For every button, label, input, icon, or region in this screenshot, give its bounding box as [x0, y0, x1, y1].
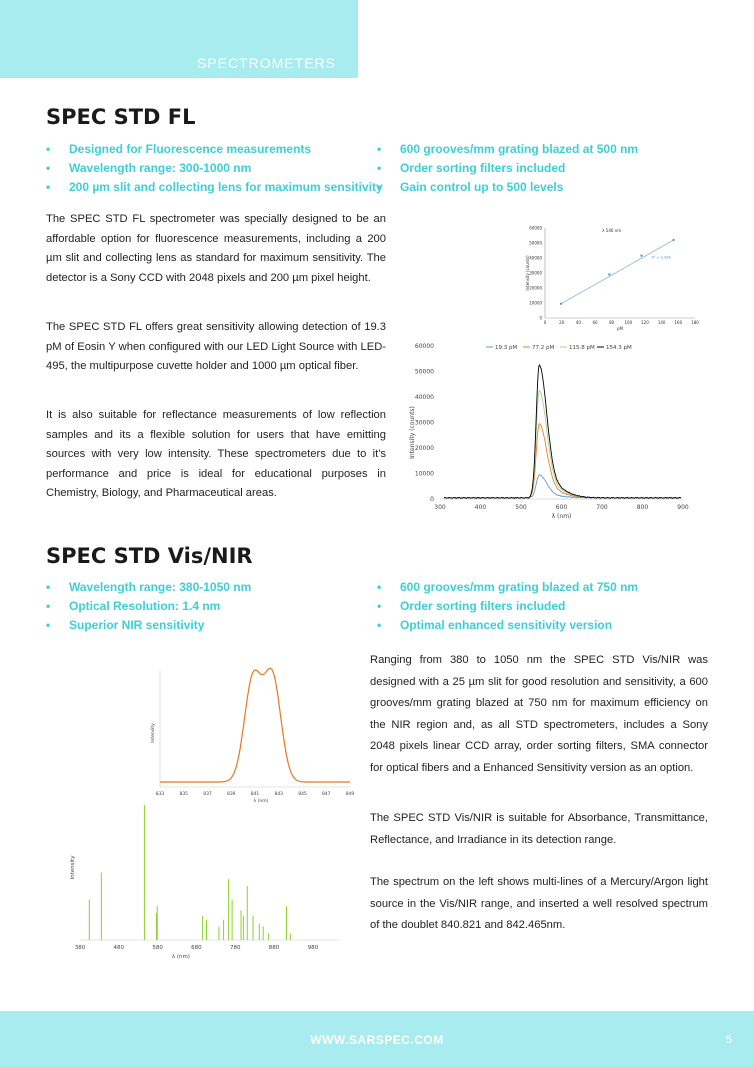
y-axis-label: Intensity (counts)	[409, 406, 416, 459]
x-tick-label: 120	[641, 320, 649, 325]
r-squared-label: R² = 0.998	[651, 255, 671, 260]
y-tick-label: 20000	[414, 445, 434, 452]
x-tick-label: 600	[555, 504, 568, 511]
x-tick-label: 180	[691, 320, 699, 325]
y-tick-label: 40000	[414, 394, 434, 401]
spectrum-line	[444, 475, 681, 499]
chart-title: λ 546 nm	[602, 228, 622, 233]
bullet-item: • Wavelength range: 380-1050 nm	[46, 578, 251, 597]
doublet-line	[160, 668, 350, 782]
x-axis-label: λ (nm)	[551, 513, 572, 520]
legend-label: 77.2 pM	[532, 345, 555, 351]
x-tick-label: 880	[268, 945, 280, 951]
vis-title: SPEC STD Vis/NIR	[46, 544, 253, 568]
x-tick-label: 20	[559, 320, 565, 325]
doublet-chart-svg	[145, 663, 355, 805]
x-tick-label: 841	[250, 792, 260, 797]
x-axis-label: pM	[617, 326, 623, 331]
y-tick-label: 50000	[414, 368, 434, 376]
bullet-item: • Designed for Fluorescence measurements	[46, 140, 383, 159]
y-tick-label: 60000	[414, 343, 434, 350]
data-point	[608, 273, 610, 275]
y-axis-label: Intensity (counts)	[525, 255, 530, 291]
y-tick-label: 10000	[414, 470, 434, 478]
data-point	[640, 255, 642, 257]
x-tick-label: 800	[636, 504, 649, 511]
x-tick-label: 100	[624, 320, 633, 325]
legend-label: 154.3 pM	[606, 345, 632, 351]
y-tick-label: 0	[430, 496, 434, 503]
vis-bullets-left	[46, 578, 251, 635]
y-tick-label: 40000	[529, 255, 542, 261]
bullet-item: • 600 grooves/mm grating blazed at 750 nm	[377, 578, 638, 597]
y-tick-label: 20000	[529, 285, 542, 291]
x-tick-label: 900	[677, 504, 689, 511]
y-tick-label: 0	[539, 315, 542, 321]
x-tick-label: 700	[596, 504, 608, 511]
x-tick-label: 680	[191, 945, 202, 951]
bullet-item: • Superior NIR sensitivity	[46, 616, 251, 635]
bullet-item: • Optimal enhanced sensitivity version	[377, 616, 638, 635]
vis-paragraph-3: The spectrum on the left shows multi-lines of a Mercury/Argon light source in the Vis/NIR range, and inserted a well resolved spectrum of the doublet 840.821 and 842.465nm.	[370, 876, 708, 931]
bullet-item: • Gain control up to 500 levels	[377, 178, 638, 197]
x-tick-label: 60	[592, 320, 598, 325]
bullet-item: • Wavelength range: 300-1000 nm	[46, 159, 383, 178]
y-axis-label: Intensity	[70, 855, 76, 880]
x-tick-label: 500	[515, 504, 527, 511]
y-tick-label: 50000	[529, 240, 542, 246]
x-tick-label: 380	[74, 945, 86, 951]
x-tick-label: 80	[609, 320, 615, 325]
vis-paragraph-1: Ranging from 380 to 1050 nm the SPEC STD Vis/NIR was designed with a 25 µm slit for good resolution and sensitivity, a 600 grooves/mm grating blazed at 750 nm for maximum efficiency on the NIR region and, as all STD spectrometers, includes a Sony 2048 pixels linear CCD array, order sorting filters, SMA connector for optical fibers and a Enhanced Sensitivity version as an option.	[370, 654, 708, 774]
x-tick-label: 480	[113, 945, 125, 951]
calibration-chart-svg	[505, 218, 705, 336]
bullet-item: • 600 grooves/mm grating blazed at 500 nm	[377, 140, 638, 159]
spectrum-line	[444, 391, 681, 499]
x-tick-label: 845	[298, 792, 307, 797]
legend-label: 19.3 pM	[495, 345, 518, 351]
calibration-chart	[505, 218, 705, 336]
x-tick-label: 847	[321, 792, 331, 797]
bullet-item: • Optical Resolution: 1.4 nm	[46, 597, 251, 616]
x-tick-label: 580	[152, 945, 163, 951]
trendline	[561, 240, 674, 304]
x-tick-label: 300	[434, 504, 446, 511]
fluorescence-spectrum-chart	[400, 336, 700, 521]
bullet-item: • Order sorting filters included	[377, 159, 638, 178]
spectrum-line	[444, 424, 681, 499]
bullet-item: • 200 µm slit and collecting lens for maximum sensitivity	[46, 178, 383, 197]
x-tick-label: 400	[474, 504, 487, 511]
x-tick-label: 0	[543, 320, 547, 325]
y-axis-label: Intensity	[151, 723, 156, 743]
x-tick-label: 839	[226, 792, 236, 797]
fl-title: SPEC STD FL	[46, 105, 196, 129]
fl-paragraph-1: The SPEC STD FL spectrometer was specially designed to be an affordable option for fluorescence measurements, including a 200 µm slit and collecting lens as standard for maximum sensitivity. The detector is a Sony CCD with 2048 pixels and 200 µm pixel height.	[46, 213, 386, 284]
x-tick-label: 835	[179, 792, 189, 797]
x-tick-label: 980	[307, 945, 319, 951]
x-axis-label: λ (nm)	[253, 799, 269, 804]
fl-paragraph-2: The SPEC STD FL offers great sensitivity allowing detection of 19.3 pM of Eosin Y when configured with our LED Light Source with LED-495, the multipurpose cuvette holder and 1000 µm optical fiber.	[46, 321, 386, 372]
y-tick-label: 30000	[529, 270, 542, 276]
hg-ar-chart-svg	[60, 800, 350, 965]
vis-bullets-right	[377, 578, 638, 635]
x-tick-label: 160	[674, 320, 683, 325]
x-axis-label: λ (nm)	[171, 954, 190, 960]
page-number: 5	[725, 1034, 732, 1046]
legend-label: 115.8 pM	[569, 345, 595, 351]
bullet-item: • Order sorting filters included	[377, 597, 638, 616]
x-tick-label: 843	[274, 792, 284, 797]
fl-paragraph-3: It is also suitable for reflectance measurements of low reflection samples and its a flexible solution for users that have emitting sources with very low intensity. These spectrometers due to it's performance and price is ideal for educational purposes in Chemistry, Biology, and Pharmaceutical areas.	[46, 409, 386, 499]
x-tick-label: 833	[155, 792, 165, 797]
x-tick-label: 780	[229, 945, 241, 951]
website-link[interactable]: WWW.SARSPEC.COM	[310, 1033, 444, 1047]
fl-bullets-left	[46, 140, 383, 197]
data-point	[672, 239, 674, 241]
vis-paragraph-2: The SPEC STD Vis/NIR is suitable for Absorbance, Transmittance, Reflectance, and Irradiance in its detection range.	[370, 812, 708, 846]
hg-ar-spectrum-chart	[60, 800, 350, 965]
fluorescence-chart-svg	[400, 336, 700, 521]
x-tick-label: 140	[657, 320, 666, 325]
x-tick-label: 837	[203, 792, 212, 797]
x-tick-label: 40	[575, 320, 581, 325]
fl-bullets-right	[377, 140, 638, 197]
section-label: SPECTROMETERS	[196, 55, 336, 71]
y-tick-label: 60000	[529, 225, 542, 231]
y-tick-label: 10000	[529, 300, 542, 306]
y-tick-label: 30000	[414, 419, 434, 427]
spectrum-line	[444, 365, 681, 498]
data-point	[560, 303, 562, 305]
x-tick-label: 849	[345, 792, 355, 797]
doublet-inset-chart	[145, 663, 355, 805]
